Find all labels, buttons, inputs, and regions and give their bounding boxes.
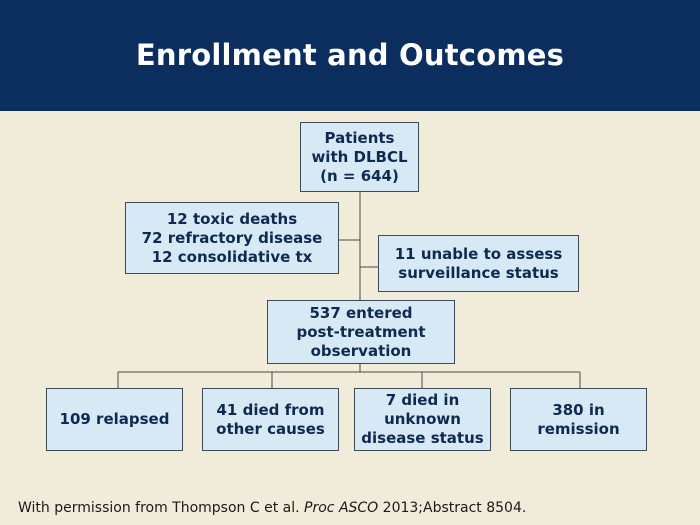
remission-box: 380 in remission bbox=[510, 388, 647, 451]
died-unknown-status-box: 7 died in unknown disease status bbox=[354, 388, 491, 451]
relapsed-box: 109 relapsed bbox=[46, 388, 183, 451]
unable-to-assess-box: 11 unable to assess surveillance status bbox=[378, 235, 579, 292]
citation-footer bbox=[18, 500, 526, 516]
excluded-box: 12 toxic deaths 72 refractory disease 12 consolidative tx bbox=[125, 202, 339, 274]
citation-suffix: 2013;Abstract 8504. bbox=[382, 500, 527, 516]
entered-observation-box: 537 entered post-treatment observation bbox=[267, 300, 455, 364]
citation-prefix: With permission from Thompson C et al. bbox=[18, 500, 300, 516]
slide-title: Enrollment and Outcomes bbox=[135, 38, 565, 72]
died-other-causes-box: 41 died from other causes bbox=[202, 388, 339, 451]
patients-box: Patients with DLBCL (n = 644) bbox=[300, 122, 419, 192]
citation-source: Proc ASCO bbox=[304, 500, 379, 516]
